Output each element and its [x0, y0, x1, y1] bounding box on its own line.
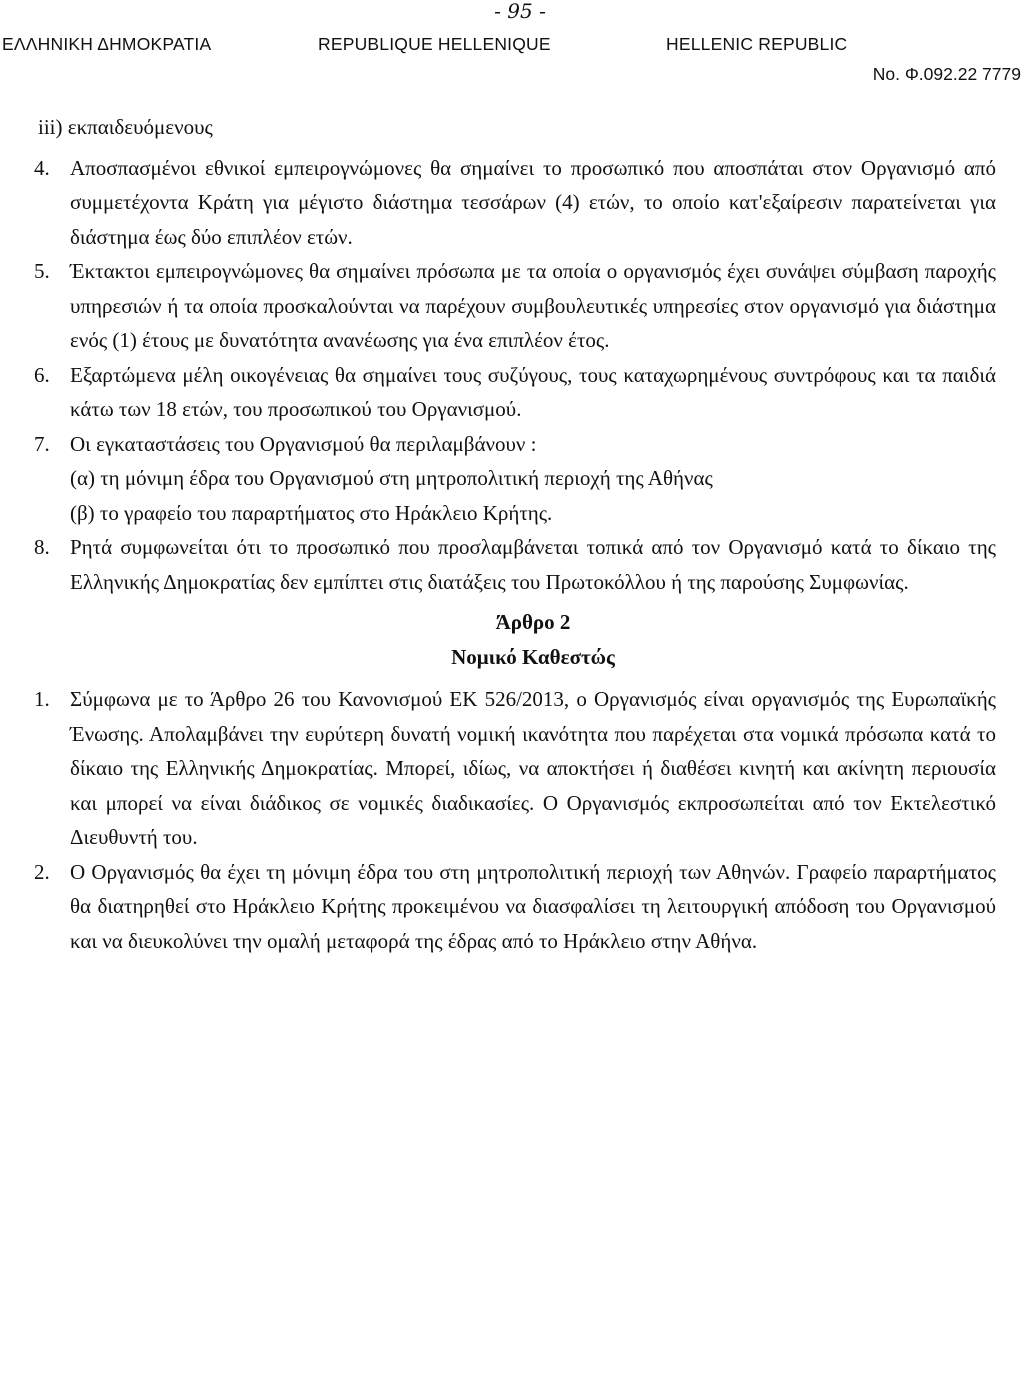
- list-item-4: [30, 151, 996, 255]
- list-item-7: [30, 427, 996, 531]
- article2-item-1: [30, 682, 996, 855]
- article2-item-2: [30, 855, 996, 959]
- item-lead: Οι εγκαταστάσεις του Οργανισμού θα περιλαμβάνουν :: [70, 431, 537, 456]
- article-heading: Άρθρο 2: [495, 610, 571, 634]
- header-english: HELLENIC REPUBLIC: [666, 34, 848, 54]
- sub-item-a: (α) τη μόνιμη έδρα του Οργανισμού στη μητροπολιτική περιοχή της Αθήνας: [70, 466, 713, 490]
- item-text: Έκτακτοι εμπειρογνώμονες θα σημαίνει πρόσωπα με τα οποία ο οργανισμός έχει συνάψει σύμβαση παροχής υπηρεσιών ή τα οποία προσκαλούνται να παρέχουν συμβουλευτικές υπηρεσίες στον οργανισμό για διάστημα ενός (1) έτους με δυνατότητα ανανέωσης για ένα επιπλέον έτος.: [70, 259, 996, 352]
- letterhead: [0, 34, 1024, 58]
- list-item-6: [30, 358, 996, 427]
- item-text: Σύμφωνα με το Άρθρο 26 του Κανονισμού ΕΚ 526/2013, ο Οργανισμός είναι οργανισμός της Ευρωπαϊκής Ένωσης. Απολαμβάνει την ευρύτερη δυνατή νομική ικανότητα που παρέχεται στα νομικά πρόσωπα κατά το δίκαιο της Ελληνικής Δημοκρατίας. Μπορεί, ιδίως, να αποκτήσει ή διαθέσει κινητή και ακίνητη περιουσία και μπορεί να είναι διάδικος σε νομικές διαδικασίες. Ο Οργανισμός εκπροσωπείται από τον Εκτελεστικό Διευθυντή του.: [70, 687, 996, 849]
- list-item-5: [30, 254, 996, 358]
- list-item-iii: iii) εκπαιδευόμενους: [38, 115, 213, 139]
- item-text: Εξαρτώμενα μέλη οικογένειας θα σημαίνει τους συζύγους, τους καταχωρημένους συντρόφους και τα παιδιά κάτω των 18 ετών, του προσωπικού του Οργανισμού.: [70, 362, 996, 421]
- item-number: 4.: [34, 155, 50, 180]
- item-number: 8.: [34, 535, 50, 559]
- article-title: Νομικό Καθεστώς: [451, 644, 615, 669]
- document-body: [30, 110, 996, 958]
- item-number: 2.: [34, 859, 50, 884]
- header-french: REPUBLIQUE HELLENIQUE: [318, 34, 551, 54]
- item-text: [70, 427, 996, 531]
- reference-number: No. Φ.092.22 7779: [872, 64, 1021, 84]
- item-number: 1.: [34, 687, 50, 711]
- sub-item-b: (β) το γραφείο του παραρτήματος στο Ηράκλειο Κρήτης.: [70, 500, 553, 525]
- item-number: 5.: [34, 259, 50, 283]
- item-number: 7.: [34, 431, 50, 456]
- item-number: 6.: [34, 362, 50, 387]
- item-text: Ο Οργανισμός θα έχει τη μόνιμη έδρα του στη μητροπολιτική περιοχή των Αθηνών. Γραφείο παραρτήματος θα διατηρηθεί στο Ηράκλειο Κρήτης προκειμένου να διασφαλίσει τη λειτουργική απόδοση του Οργανισμού και να διευκολύνει την ομαλή μεταφορά της έδρας από το Ηράκλειο στην Αθήνα.: [70, 859, 996, 953]
- list-item-8: [30, 530, 996, 599]
- item-text: Αποσπασμένοι εθνικοί εμπειρογνώμονες θα σημαίνει το προσωπικό που αποσπάται στον Οργανισμό από συμμετέχοντα Κράτη για μέγιστο διάστημα τεσσάρων (4) ετών, το οποίο κατ'εξαίρεσιν παρατείνεται για διάστημα έως δύο επιπλέον ετών.: [70, 155, 996, 249]
- header-greek: ΕΛΛΗΝΙΚΗ ΔΗΜΟΚΡΑΤΙΑ: [2, 34, 212, 54]
- item-text: Ρητά συμφωνείται ότι το προσωπικό που προσλαμβάνεται τοπικά από τον Οργανισμό κατά το δίκαιο της Ελληνικής Δημοκρατίας δεν εμπίπτει στις διατάξεις του Πρωτοκόλλου ή της παρούσης Συμφωνίας.: [70, 535, 996, 594]
- handwritten-page-number: - 95 -: [494, 0, 546, 23]
